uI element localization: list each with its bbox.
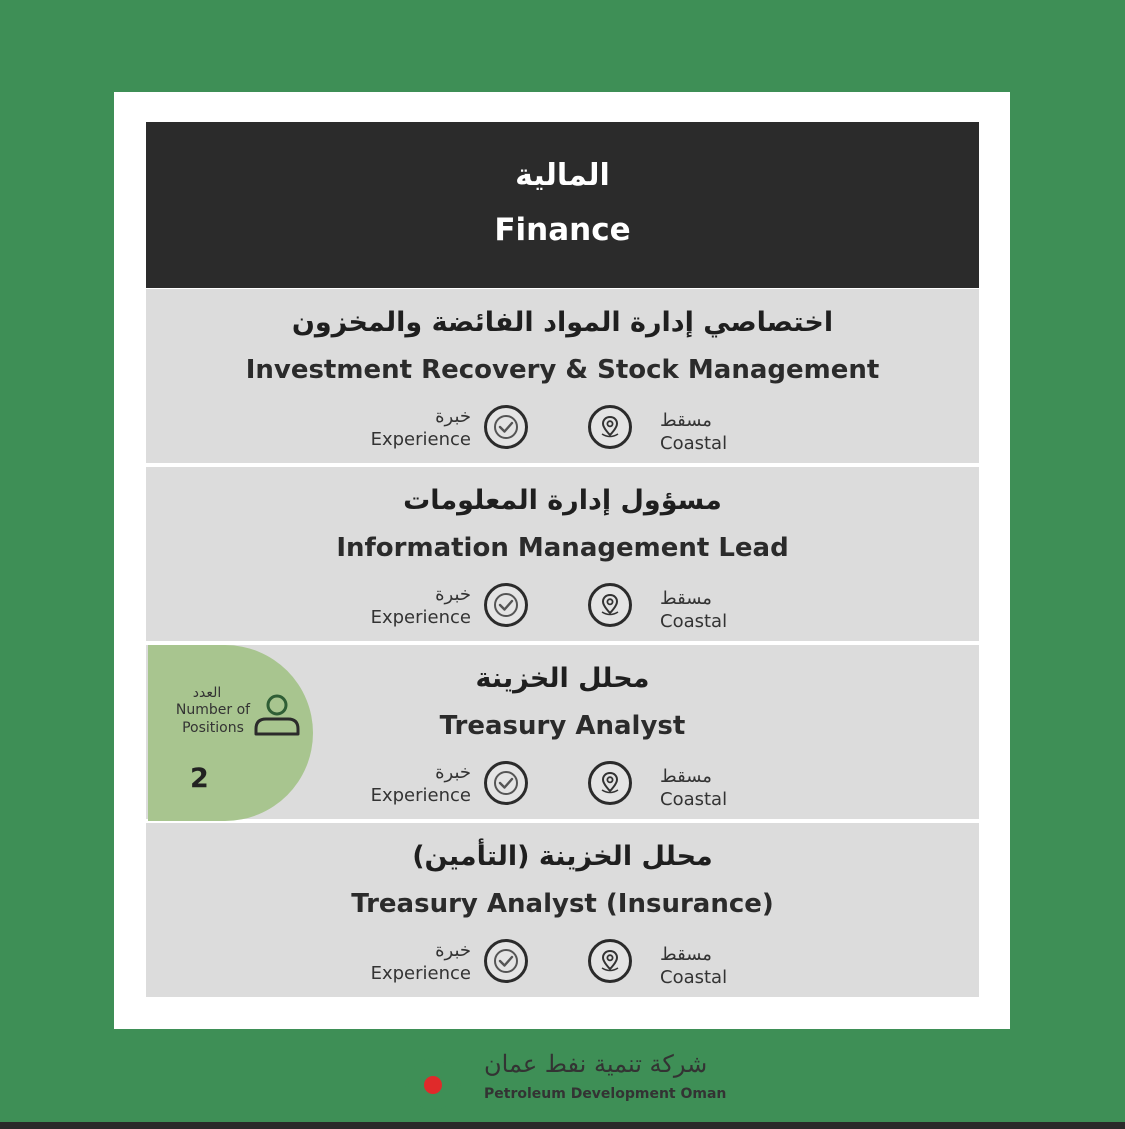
section-title-ar: المالية — [515, 158, 610, 193]
job-row — [146, 467, 979, 641]
job-title-en: Investment Recovery & Stock Management — [245, 355, 880, 385]
experience-label-en: Experience — [370, 785, 471, 806]
location-label — [660, 409, 727, 455]
company-name-ar: شركة تنمية نفط عمان — [484, 1050, 708, 1078]
job-title-en: Information Management Lead — [336, 533, 789, 563]
location-pin-icon — [588, 583, 632, 627]
location-label-en: Coastal — [660, 611, 728, 632]
check-circle-icon — [484, 939, 528, 983]
experience-label — [371, 761, 471, 807]
pdo-logo-icon — [402, 1054, 464, 1116]
check-circle-icon — [484, 583, 528, 627]
experience-label-ar: خبرة — [435, 584, 471, 605]
experience-label-ar: خبرة — [435, 406, 471, 427]
experience-label-ar: خبرة — [435, 940, 471, 961]
experience-label — [371, 939, 471, 985]
job-title-ar: محلل الخزينة — [475, 663, 650, 694]
location-label — [660, 765, 727, 811]
job-title-ar: محلل الخزينة (التأمين) — [412, 841, 713, 872]
location-label-en: Coastal — [660, 789, 728, 810]
job-meta — [146, 401, 979, 461]
experience-label — [371, 405, 471, 451]
job-title-en: Treasury Analyst (Insurance) — [351, 889, 774, 919]
company-name-en: Petroleum Development Oman — [484, 1086, 727, 1102]
job-meta — [146, 579, 979, 639]
location-label-en: Coastal — [660, 967, 728, 988]
experience-label — [371, 583, 471, 629]
location-label-ar: مسقط — [660, 944, 712, 965]
experience-label-en: Experience — [370, 429, 471, 450]
job-row — [146, 823, 979, 997]
job-title-ar: مسؤول إدارة المعلومات — [403, 485, 722, 516]
job-meta — [146, 935, 979, 995]
location-label-ar: مسقط — [660, 588, 712, 609]
check-circle-icon — [484, 405, 528, 449]
location-label — [660, 943, 727, 989]
location-pin-icon — [588, 939, 632, 983]
section-header — [146, 122, 979, 288]
location-label-en: Coastal — [660, 433, 728, 454]
experience-label-en: Experience — [370, 607, 471, 628]
location-label — [660, 587, 727, 633]
experience-label-en: Experience — [370, 963, 471, 984]
section-title-en: Finance — [494, 212, 631, 248]
location-label-ar: مسقط — [660, 766, 712, 787]
positions-count: 2 — [190, 763, 209, 794]
positions-label-ar: العدد — [192, 685, 222, 701]
bottom-strip — [0, 1122, 1125, 1129]
experience-label-ar: خبرة — [435, 762, 471, 783]
job-title-en: Treasury Analyst — [439, 711, 686, 741]
footer-logo — [400, 1046, 740, 1116]
person-icon — [252, 693, 302, 739]
job-row — [146, 289, 979, 463]
job-card — [114, 92, 1010, 1029]
location-pin-icon — [588, 761, 632, 805]
check-circle-icon — [484, 761, 528, 805]
job-title-ar: اختصاصي إدارة المواد الفائضة والمخزون — [291, 307, 834, 338]
positions-label-en: Number of Positions — [175, 702, 251, 736]
location-label-ar: مسقط — [660, 410, 712, 431]
location-pin-icon — [588, 405, 632, 449]
